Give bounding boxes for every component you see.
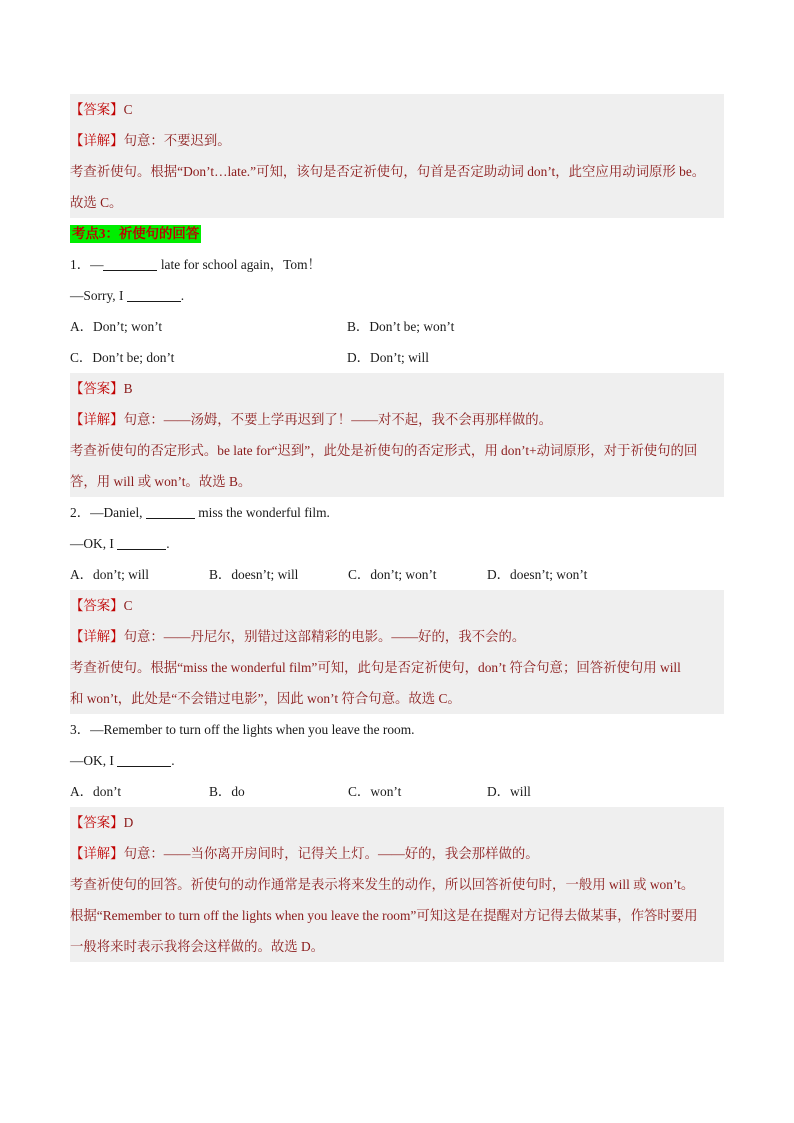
answer-label: 【答案】 [70,381,124,396]
detail-line [70,125,724,156]
explanation-line: 考查祈使句。根据“Don’t…late.”可知，该句是否定祈使句，句首是否定助动词 don’t，此空应用动词原形 be。 [70,164,706,179]
explanation-line: 答，用 will 或 won’t。故选 B。 [70,474,252,489]
stem-text: —OK, I [70,753,118,768]
detail-label: 【详解】 [70,629,124,644]
answer-blank [146,504,195,519]
explanation-line: 一般将来时表示我将会这样做的。故选 D。 [70,939,325,954]
option-b: B．do [209,784,245,799]
question-stem [70,528,724,559]
answer-label: 【答案】 [70,102,124,117]
stem-text: —OK, I [70,536,118,551]
stem-text: 1．— [70,257,104,272]
stem-text: miss the wonderful film. [194,505,330,520]
stem-text: . [180,288,185,303]
answer-block-q2 [70,590,724,714]
stem-text: . [171,753,175,768]
meaning-text: 句意：——汤姆，不要上学再迟到了！——对不起，我不会再那样做的。 [123,412,553,427]
explanation-line: 考查祈使句的回答。祈使句的动作通常是表示将来发生的动作，所以回答祈使句时，一般用 will 或 won’t。 [70,877,695,892]
detail-line [70,621,724,652]
answer-line [70,807,724,838]
answer-value: B [123,381,133,396]
answer-block-previous [70,94,724,218]
question-1 [70,249,724,373]
stem-text: —Sorry, I [70,288,127,303]
option-d: D．will [487,784,531,799]
option-d: D．Don’t; will [347,350,429,365]
answer-value: D [123,815,134,830]
answer-blank [103,256,157,271]
detail-label: 【详解】 [70,412,124,427]
option-c: C．won’t [348,784,402,799]
question-3 [70,714,724,807]
option-a: A．don’t [70,784,122,799]
option-c: C．Don’t be; don’t [70,350,175,365]
options-row [70,311,724,342]
answer-blank [117,535,166,550]
question-stem [70,249,724,280]
stem-text: 2．—Daniel, [70,505,146,520]
question-stem [70,497,724,528]
detail-label: 【详解】 [70,846,124,861]
answer-label: 【答案】 [70,598,124,613]
document-page [70,94,724,962]
answer-blank [127,287,181,302]
explanation-line: 根据“Remember to turn off the lights when you leave the room”可知这是在提醒对方记得去做某事，作答时要用 [70,908,698,923]
answer-block-q1 [70,373,724,497]
answer-value: C [123,102,133,117]
answer-block-q3 [70,807,724,962]
explanation-line: 考查祈使句。根据“miss the wonderful film”可知，此句是否定祈使句，don’t 符合句意；回答祈使句用 will [70,660,681,675]
option-a: A．don’t; will [70,567,149,582]
question-stem: 3．—Remember to turn off the lights when you leave the room. [70,722,415,737]
explanation-line: 和 won’t，此处是“不会错过电影”，因此 won’t 符合句意。故选 C。 [70,691,461,706]
meaning-text: 句意：——丹尼尔，别错过这部精彩的电影。——好的，我不会的。 [123,629,526,644]
answer-value: C [123,598,133,613]
section-heading: 考点3：祈使句的回答 [72,225,200,241]
option-d: D．doesn’t; won’t [487,567,588,582]
detail-line [70,838,724,869]
question-stem [70,745,724,776]
detail-label: 【详解】 [70,133,124,148]
answer-line [70,373,724,404]
explanation-line: 故选 C。 [70,195,123,210]
options-row [70,559,724,590]
option-a: A．Don’t; won’t [70,319,163,334]
stem-text: late for school again，Tom！ [157,257,321,272]
explanation-line: 考查祈使句的否定形式。be late for“迟到”，此处是祈使句的否定形式，用 don’t+动词原形，对于祈使句的回 [70,443,698,458]
answer-line [70,590,724,621]
meaning-text: 句意：不要迟到。 [123,133,231,148]
question-stem [70,280,724,311]
option-c: C．don’t; won’t [348,567,437,582]
answer-label: 【答案】 [70,815,124,830]
answer-blank [117,752,171,767]
options-row [70,776,724,807]
meaning-text: 句意：——当你离开房间时，记得关上灯。——好的，我会那样做的。 [123,846,539,861]
options-row [70,342,724,373]
option-b: B．Don’t be; won’t [347,319,455,334]
answer-line [70,94,724,125]
detail-line [70,404,724,435]
section-heading-row [70,218,724,249]
option-b: B．doesn’t; will [209,567,299,582]
stem-text: . [166,536,170,551]
question-2 [70,497,724,590]
